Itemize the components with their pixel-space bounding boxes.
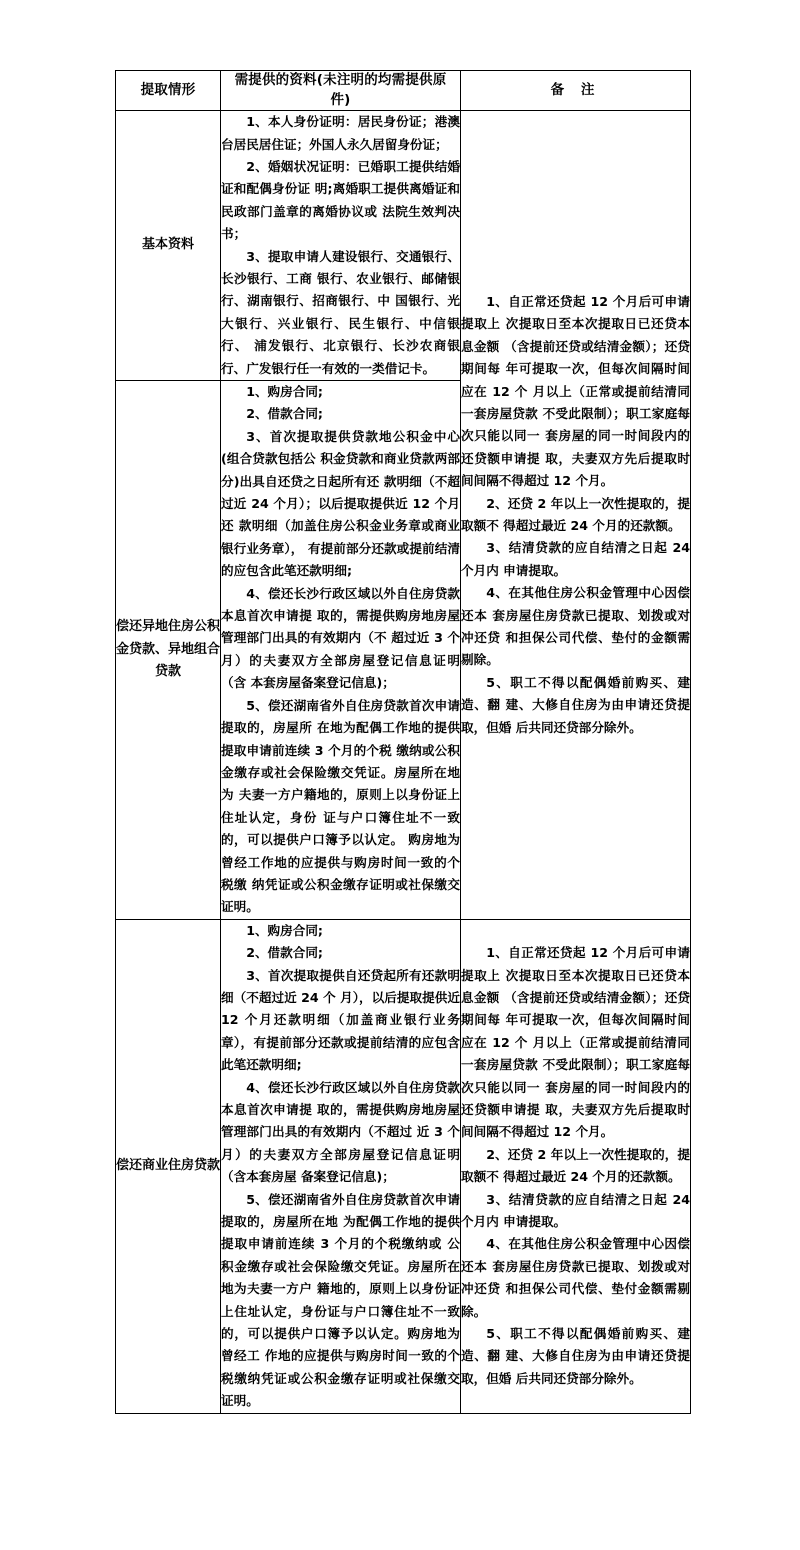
table-row [116,111,691,381]
doc-item: 1、本人身份证明：居民身份证；港澳台居民居住证；外国人永久居留身份证； [221,114,460,152]
row-case-commercial-loan: 偿还商业住房贷款 [116,919,221,1413]
row-case-remote-fund-loan: 偿还异地住房公积金贷款、异地组合贷款 [116,381,221,920]
row-documents-commercial-loan [221,919,461,1413]
note-item: 1、自正常还贷起 12 个月后可申请提取上 次提取日至本次提取日已还贷本息金额 （含提前还贷或结清金额）；还贷期间每 年可提取一次，但每次间隔时间应在 12 个 月以上（正常或提前结清同一套房屋贷款 不受此限制）；职工家庭每次只能以同一 套房屋的同一时间段内的还贷额申请提 取，夫妻双方先后提取时间间隔不得超过 12 个月。 [461,945,690,1140]
doc-item: 4、偿还长沙行政区域以外自住房贷款本息首次申请提 取的，需提供购房地房屋管理部门出具的有效期内（不超过 近 3 个月）的夫妻双方全部房屋登记信息证明（含本套房屋 备案登记信息)； [221,1079,460,1185]
doc-item: 1、购房合同; [246,384,323,399]
doc-item: 2、婚姻状况证明：已婚职工提供结婚证和配偶身份证 明;离婚职工提供离婚证和民政部门盖章的离婚协议或 法院生效判决书； [221,158,460,242]
row-notes-group-2 [461,919,691,1413]
doc-item: 2、借款合同; [246,945,323,961]
note-item: 2、还贷 2 年以上一次性提取的，提取额不 得超过最近 24 个月的还款额。 [461,1146,690,1185]
doc-item: 3、提取申请人建设银行、交通银行、长沙银行、工商 银行、农业银行、邮储银行、湖南银行、招商银行、中 国银行、光大银行、兴业银行、民生银行、中信银行、 浦发银行、北京银行、长沙农商银行、广发银行任一有效的一类借记卡。 [221,248,460,376]
column-header-case: 提取情形 [116,71,221,111]
doc-item: 3、首次提取提供贷款地公积金中心(组合贷款包括公 积金贷款和商业贷款两部分)出具自还贷之日起所有还 款明细（不超过近 24 个月）；以后提取提供近 12 个月还 款明细（加盖住房公积金业务章或商业银行业务章）， 有提前部分还款或提前结清的应包含此笔还款明细; [221,428,460,579]
note-item: 5、职工不得以配偶婚前购买、建造、翻 建、大修自住房为由申请还贷提取，但婚 后共同还贷部分除外。 [461,1326,690,1386]
column-header-documents: 需提供的资料(未注明的均需提供原件) [221,71,461,111]
doc-item: 4、偿还长沙行政区域以外自住房贷款本息首次申请提 取的，需提供购房地房屋管理部门出具的有效期内（不 超过近 3 个月）的夫妻双方全部房屋登记信息证明（含 本套房屋备案登记信息)； [221,585,460,691]
table-row [116,919,691,1413]
note-item: 2、还贷 2 年以上一次性提取的，提取额不 得超过最近 24 个月的还款额。 [461,495,690,533]
doc-item: 3、首次提取提供自还贷起所有还款明细（不超过近 24 个 月），以后提取提供近 12 个月还款明细（加盖商业银行业务章），有提前部分还款或提前结清的应包含此笔还款明细; [221,967,460,1073]
note-item: 1、自正常还贷起 12 个月后可申请提取上 次提取日至本次提取日已还贷本息金额 （含提前还贷或结清金额）；还贷期间每 年可提取一次，但每次间隔时间应在 12 个 月以上（正常或提前结清同一套房屋贷款 不受此限制）；职工家庭每次只能以同一 套房屋的同一时间段内的还贷额申请提 取，夫妻双方先后提取时间间隔不得超过 12 个月。 [461,293,690,489]
row-documents-remote-fund-loan [221,381,461,920]
note-item: 3、结清贷款的应自结清之日起 24 个月内 申请提取。 [461,540,690,578]
doc-item: 5、偿还湖南省外自住房贷款首次申请提取的，房屋所 在地为配偶工作地的提供提取申请前连续 3 个月的个税 缴纳或公积金缴存或社会保险缴交凭证。房屋所在地为 夫妻一方户籍地的，原则上以身份证上住址认定，身份 证与户口簿住址不一致的，可以提供户口簿予以认定。 购房地为曾经工作地的应提供与购房时间一致的个税缴 纳凭证或公积金缴存证明或社保缴交证明。 [221,697,460,915]
note-item: 4、在其他住房公积金管理中心因偿还本 套房屋住房贷款已提取、划拨或对冲还贷 和担保公司代偿、垫付金额需剔除。 [461,1236,690,1319]
withdrawal-requirements-table [115,70,691,1414]
note-item: 5、职工不得以配偶婚前购买、建造、翻 建、大修自住房为由申请还贷提取，但婚 后共同还贷部分除外。 [461,674,690,735]
table-body [116,111,691,1414]
doc-item: 2、借款合同; [246,406,323,422]
row-documents-basic [221,111,461,381]
row-case-basic: 基本资料 [116,111,221,381]
doc-item: 5、偿还湖南省外自住房贷款首次申请提取的，房屋所在地 为配偶工作地的提供提取申请前连续 3 个月的个税缴纳或 公 积金缴存或社会保险缴交凭证。房屋所在地为夫妻一方户 籍地的，原则上以身份证上住址认定，身份证与户口簿住址不一致的，可以提供户口簿予以认定。购房地为曾经工 作地的应提供与购房时间一致的个税缴纳凭证或公积金缴存证明或社保缴交证明。 [221,1191,460,1409]
row-notes-group-1 [461,111,691,920]
table-header-row [116,71,691,111]
note-item: 4、在其他住房公积金管理中心因偿还本 套房屋住房贷款已提取、划拨或对冲还贷 和担保公司代偿、垫付的金额需剔除。 [461,585,690,668]
note-item: 3、结清贷款的应自结清之日起 24 个月内 申请提取。 [461,1191,690,1230]
table-header [116,71,691,111]
column-header-notes: 备 注 [461,71,691,111]
doc-item: 1、购房合同; [246,922,323,938]
